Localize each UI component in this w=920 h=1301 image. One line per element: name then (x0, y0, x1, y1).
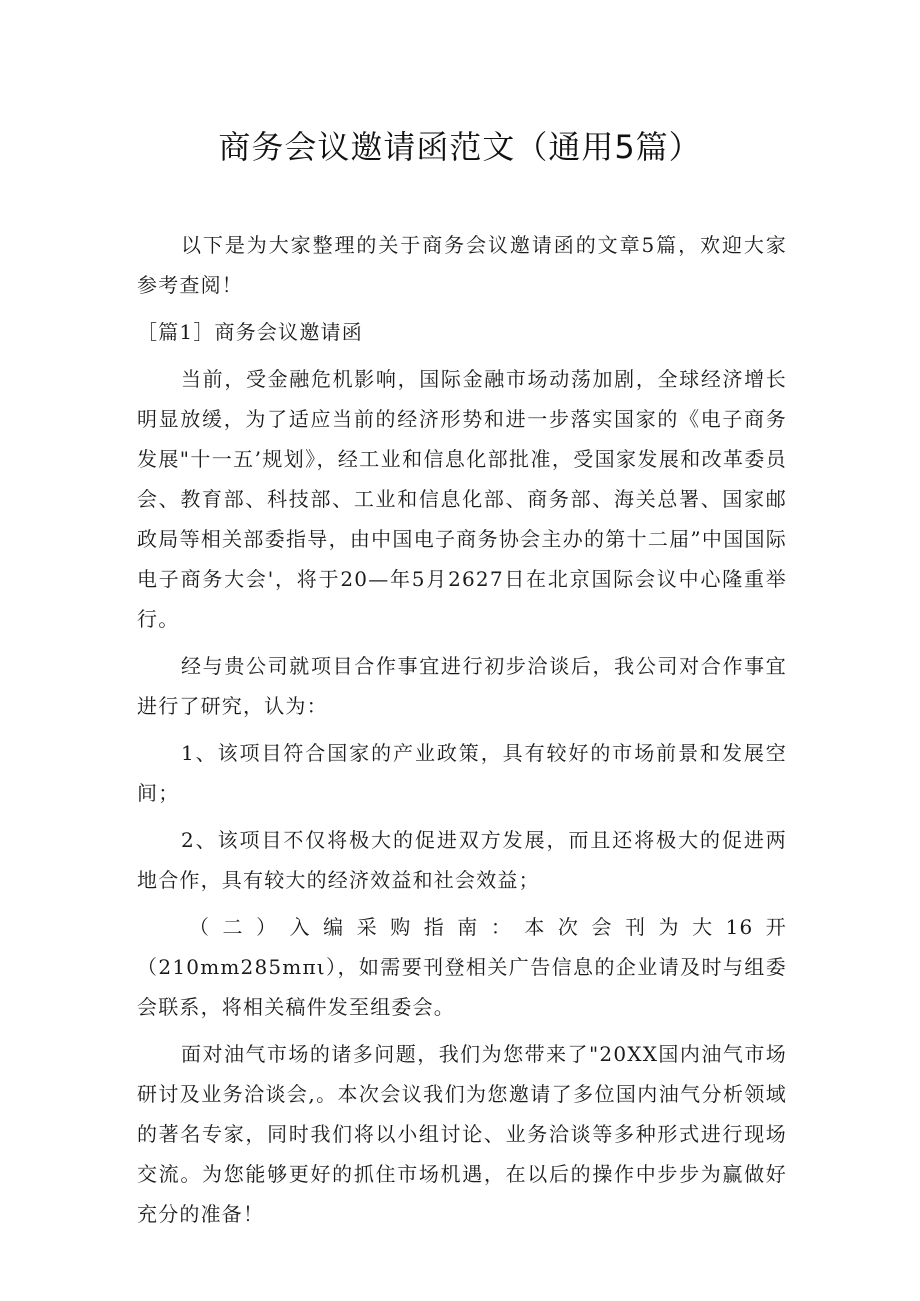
document-body (137, 225, 787, 1241)
paragraph-point-1: 1、该项目符合国家的产业政策，具有较好的市场前景和发展空间； (137, 741, 787, 805)
intro-paragraph: 以下是为大家整理的关于商务会议邀请函的文章5篇，欢迎大家参考查阅！ (137, 233, 787, 297)
section-heading-1: ［篇1］商务会议邀请函 (137, 320, 363, 344)
paragraph-procurement-guide: （二）入编采购指南：本次会刊为大16开（210mm285mπι），如需要刊登相关广告信息的企业请及时与组委会联系，将相关稿件发至组委会。 (137, 915, 787, 1019)
paragraph-point-2: 2、该项目不仅将极大的促进双方发展，而且还将极大的促进两地合作，具有较大的经济效益和社会效益； (137, 828, 787, 892)
paragraph-background: 当前，受金融危机影响，国际金融市场动荡加剧，全球经济增长明显放缓，为了适应当前的经济形势和进一步落实国家的《电子商务发展"十一五’规划》，经工业和信息化部批准，受国家发展和改革委员会、教育部、科技部、工业和信息化部、商务部、海关总署、国家邮政局等相关部委指导，由中国电子商务协会主办的第十二届”中国国际电子商务大会'，将于20—年5月2627日在北京国际会议中心隆重举行。 (137, 367, 787, 631)
paragraph-cooperation: 经与贵公司就项目合作事宜进行初步洽谈后，我公司对合作事宜进行了研究，认为： (137, 654, 787, 718)
document-title: 商务会议邀请函范文（通用5篇） (218, 128, 702, 167)
paragraph-oil-gas-meeting: 面对油气市场的诸多问题，我们为您带来了"20XX国内油气市场研讨及业务洽谈会,。本次会议我们为您邀请了多位国内油气分析领域的著名专家，同时我们将以小组讨论、业务洽谈等多种形式进行现场交流。为您能够更好的抓住市场机遇，在以后的操作中步步为赢做好充分的准备！ (137, 1042, 787, 1226)
